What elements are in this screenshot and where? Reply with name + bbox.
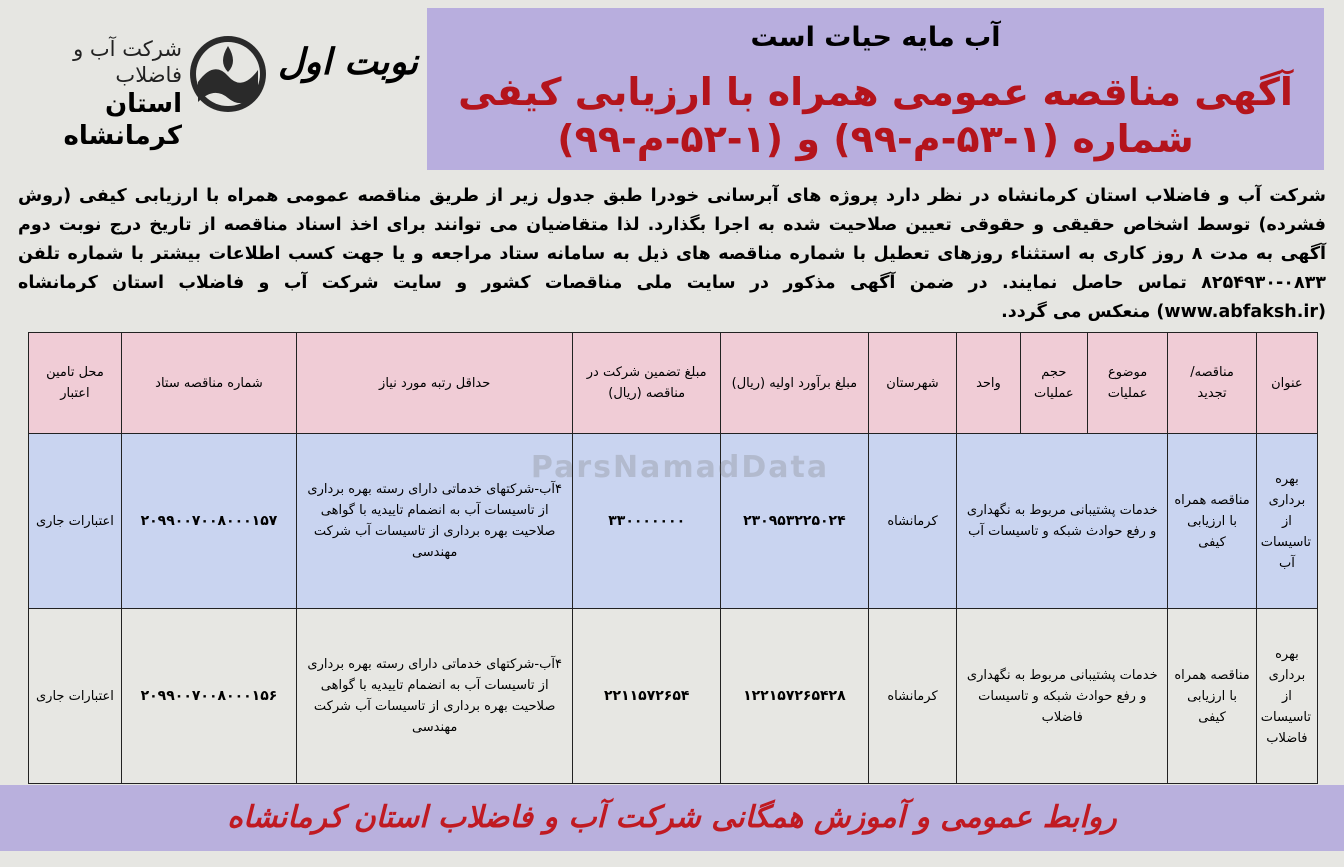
header-type: مناقصه/ تجدید <box>1168 333 1257 434</box>
cell-estimate: ۲۳۰۹۵۳۲۲۵۰۲۴ <box>721 434 869 609</box>
logo-text <box>22 36 182 152</box>
cell-funding: اعتبارات جاری <box>29 609 122 784</box>
logo-company-name: شرکت آب و فاضلاب <box>73 37 182 87</box>
water-drop-emblem-icon <box>186 32 270 116</box>
header-grade: حداقل رتبه مورد نیاز <box>297 333 573 434</box>
intro-paragraph: شرکت آب و فاضلاب استان کرمانشاه در نظر دارد پروژه های آبرسانی خودرا طبق جدول زیر از طریق مناقصه عمومی همراه با ارزیابی کیفی (روش فشرده) توسط اشخاص حقیقی و حقوقی تعیین صلاحیت شده به اجرا بگذارد. لذا متقاضیان می توانند برای اخذ اسناد مناقصه از تاریخ درج نوبت دوم آگهی به مدت ۸ روز کاری به استثناء روزهای تعطیل با شماره مناقصه های ذیل به سامانه ستاد مراجعه و یا جهت کسب اطلاعات بیشتر با شماره تلفن ۰۸۳۳-۸۲۵۴۹۳۰ تماس حاصل نمایند. در ضمن آگهی مذکور در سایت ملی مناقصات کشور و سایت شرکت آب و فاضلاب استان کرمانشاه (www.abfaksh.ir) منعکس می گردد. <box>18 186 1326 322</box>
cell-guarantee: ۲۲۱۱۵۷۲۶۵۴ <box>573 609 721 784</box>
header-funding: محل تامین اعتبار <box>29 333 122 434</box>
header-city: شهرستان <box>868 333 957 434</box>
tender-table <box>28 332 1318 784</box>
tender-table-wrapper <box>28 332 1318 772</box>
cell-tender-number: ۲۰۹۹۰۰۷۰۰۸۰۰۰۱۵۷ <box>121 434 296 609</box>
round-label: نوبت اول <box>278 42 419 83</box>
ad-header <box>427 8 1324 170</box>
header-unit: واحد <box>957 333 1020 434</box>
cell-estimate: ۱۲۲۱۵۷۲۶۵۴۲۸ <box>721 609 869 784</box>
cell-tender-number: ۲۰۹۹۰۰۷۰۰۸۰۰۰۱۵۶ <box>121 609 296 784</box>
watermark: ParsNamadData <box>530 450 830 485</box>
cell-city: کرمانشاه <box>868 434 957 609</box>
header-estimate: مبلغ برآورد اولیه (ریال) <box>721 333 869 434</box>
ad-title: آگهی مناقصه عمومی همراه با ارزیابی کیفی <box>458 70 1293 114</box>
cell-grade: ۴آب-شرکتهای خدماتی دارای رسته بهره برداری از تاسیسات آب به انضمام تاییدیه با گواهی صلاحیت بهره برداری از تاسیسات آب شرکت مهندسی <box>297 609 573 784</box>
cell-guarantee: ۳۳۰۰۰۰۰۰۰ <box>573 434 721 609</box>
table-row <box>29 434 1318 609</box>
logo-province-name: استان کرمانشاه <box>63 89 182 151</box>
cell-funding: اعتبارات جاری <box>29 434 122 609</box>
table-row <box>29 609 1318 784</box>
footer-banner: روابط عمومی و آموزش همگانی شرکت آب و فاضلاب استان کرمانشاه <box>0 785 1344 851</box>
company-logo <box>10 10 420 170</box>
ad-number: شماره (۱-۵۳-م-۹۹) و (۱-۵۲-م-۹۹) <box>557 117 1194 161</box>
header-title: عنوان <box>1256 333 1317 434</box>
cell-type: مناقصه همراه با ارزیابی کیفی <box>1168 434 1257 609</box>
tagline: آب مایه حیات است <box>750 22 1001 53</box>
cell-title: بهره برداری از تاسیسات فاضلاب <box>1256 609 1317 784</box>
cell-title: بهره برداری از تاسیسات آب <box>1256 434 1317 609</box>
cell-type: مناقصه همراه با ارزیابی کیفی <box>1168 609 1257 784</box>
header-volume: حجم عملیات <box>1020 333 1088 434</box>
cell-subject: خدمات پشتیبانی مربوط به نگهداری و رفع حوادث شبکه و تاسیسات فاضلاب <box>957 609 1168 784</box>
cell-subject: خدمات پشتیبانی مربوط به نگهداری و رفع حوادث شبکه و تاسیسات آب <box>957 434 1168 609</box>
header-subject: موضوع عملیات <box>1088 333 1168 434</box>
cell-city: کرمانشاه <box>868 609 957 784</box>
header-guarantee: مبلغ تضمین شرکت در مناقصه (ریال) <box>573 333 721 434</box>
cell-grade: ۴آب-شرکتهای خدماتی دارای رسته بهره برداری از تاسیسات آب به انضمام تاییدیه با گواهی صلاحیت بهره برداری از تاسیسات آب شرکت مهندسی <box>297 434 573 609</box>
table-header-row <box>29 333 1318 434</box>
header-tender-number: شماره مناقصه ستاد <box>121 333 296 434</box>
